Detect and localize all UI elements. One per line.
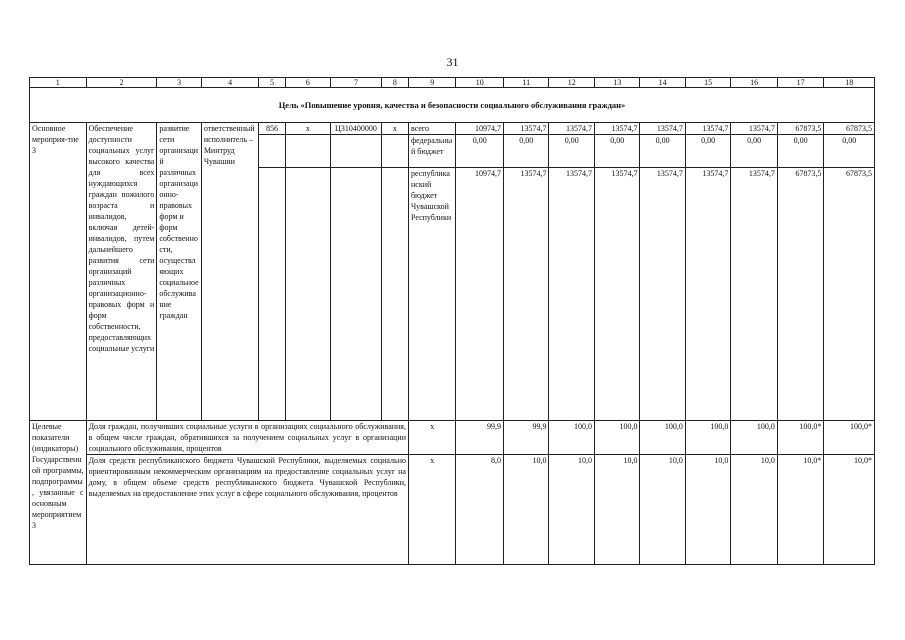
column-numbers-row [30, 78, 875, 88]
col-number: 17 [777, 78, 823, 88]
value-cell: 67873,5 [824, 123, 875, 135]
activity-executor: ответственный исполнитель – Минтруд Чувашии [201, 123, 259, 421]
col-number: 2 [86, 78, 157, 88]
value-cell: 13574,7 [549, 168, 594, 421]
value-cell: 13574,7 [594, 123, 639, 135]
value-cell: 13574,7 [685, 168, 730, 421]
indicator-row [30, 421, 875, 455]
col-number: 11 [503, 78, 548, 88]
indicator-value: 99,9 [503, 421, 548, 455]
funding-source: всего [408, 123, 456, 135]
value-cell: 0,00 [503, 135, 548, 168]
value-cell: 13574,7 [640, 123, 685, 135]
value-cell: 67873,5 [777, 168, 823, 421]
activity-task: развитие сети организаций различных организационно-правовых форм и форм собственности, осуществляющих социальное обслуживание граждан [157, 123, 201, 421]
col-number: 13 [594, 78, 639, 88]
indicator-x: х [408, 421, 456, 455]
value-cell: 13574,7 [549, 123, 594, 135]
program-table [29, 77, 875, 565]
indicator-value: 10,0 [594, 455, 639, 565]
vr-code: х [381, 123, 408, 135]
col-number: 6 [285, 78, 330, 88]
value-cell: 0,00 [685, 135, 730, 168]
value-cell: 13574,7 [731, 168, 777, 421]
indicator-value: 10,0 [549, 455, 594, 565]
value-cell: 13574,7 [503, 123, 548, 135]
col-number: 18 [824, 78, 875, 88]
indicator-value: 100,0 [640, 421, 685, 455]
col-number: 14 [640, 78, 685, 88]
page-number: 31 [446, 55, 459, 69]
indicator-x: х [408, 455, 456, 565]
value-cell: 13574,7 [503, 168, 548, 421]
value-cell: 0,00 [824, 135, 875, 168]
col-number: 16 [731, 78, 777, 88]
indicator-value: 10,0 [640, 455, 685, 565]
indicator-value: 100,0 [685, 421, 730, 455]
indicator-value: 100,0 [549, 421, 594, 455]
indicator-text: Доля граждан, получивших социальные услуги в организациях социального обслуживания, в общем числе граждан, обратившихся за получением социальных услуг в организации социального обслуживания, процентов [86, 421, 408, 455]
indicator-value: 10,0* [777, 455, 823, 565]
value-cell: 0,00 [731, 135, 777, 168]
value-cell: 13574,7 [640, 168, 685, 421]
indicator-value: 10,0 [685, 455, 730, 565]
activity-row-total [30, 123, 875, 135]
indicator-value: 100,0 [594, 421, 639, 455]
indicator-value: 100,0 [731, 421, 777, 455]
value-cell: 13574,7 [731, 123, 777, 135]
value-cell: 67873,5 [824, 168, 875, 421]
goal-title: Цель «Повышение уровня, качества и безопасности социального обслуживания граждан» [30, 88, 875, 123]
col-number: 15 [685, 78, 730, 88]
activity-label: Основное мероприя-тие 3 [30, 123, 87, 421]
value-cell: 0,00 [640, 135, 685, 168]
col-number: 8 [381, 78, 408, 88]
activity-description: Обеспечение доступности социальных услуг высокого качества для всех нуждающихся граждан пожилого возраста и инвалидов, включая детей-инвалидов, путем дальнейшего развития сети организаций различных организационно-правовых форм и форм собственности, предоставляющих социальные услуги [86, 123, 157, 421]
indicator-row [30, 455, 875, 565]
value-cell: 0,00 [594, 135, 639, 168]
col-number: 5 [259, 78, 285, 88]
indicator-value: 8,0 [456, 455, 504, 565]
indicators-label: Целевые показатели (индикаторы) Государственной программы, подпрограммы, увязанные с основным мероприятием 3 [30, 421, 87, 565]
indicator-value: 100,0* [777, 421, 823, 455]
value-cell: 10974,7 [456, 168, 504, 421]
value-cell: 13574,7 [594, 168, 639, 421]
col-number: 7 [331, 78, 382, 88]
indicator-value: 99,9 [456, 421, 504, 455]
col-number: 9 [408, 78, 456, 88]
grbs-code: 856 [259, 123, 285, 135]
value-cell: 0,00 [456, 135, 504, 168]
indicator-value: 10,0* [824, 455, 875, 565]
value-cell: 10974,7 [456, 123, 504, 135]
col-number: 4 [201, 78, 259, 88]
col-number: 3 [157, 78, 201, 88]
col-number: 1 [30, 78, 87, 88]
value-cell: 0,00 [549, 135, 594, 168]
value-cell: 67873,5 [777, 123, 823, 135]
indicator-value: 10,0 [731, 455, 777, 565]
value-cell: 0,00 [777, 135, 823, 168]
value-cell: 13574,7 [685, 123, 730, 135]
goal-row [30, 88, 875, 123]
col-number: 10 [456, 78, 504, 88]
indicator-text: Доля средств республиканского бюджета Чувашской Республики, выделяемых социально ориентированным некоммерческим организациям на предоставление социальных услуг на дому, в общем объеме средств республиканского бюджета Чувашской Республики, выделяемых на предоставление этих услуг в сфере социального обслуживания, процентов [86, 455, 408, 565]
csr-code: Ц310400000 [331, 123, 382, 135]
col-number: 12 [549, 78, 594, 88]
funding-source: федеральный бюджет [408, 135, 456, 168]
funding-source: республиканский бюджет Чувашской Республики [408, 168, 456, 421]
indicator-value: 10,0 [503, 455, 548, 565]
indicator-value: 100,0* [824, 421, 875, 455]
rzpr-code: х [285, 123, 330, 135]
